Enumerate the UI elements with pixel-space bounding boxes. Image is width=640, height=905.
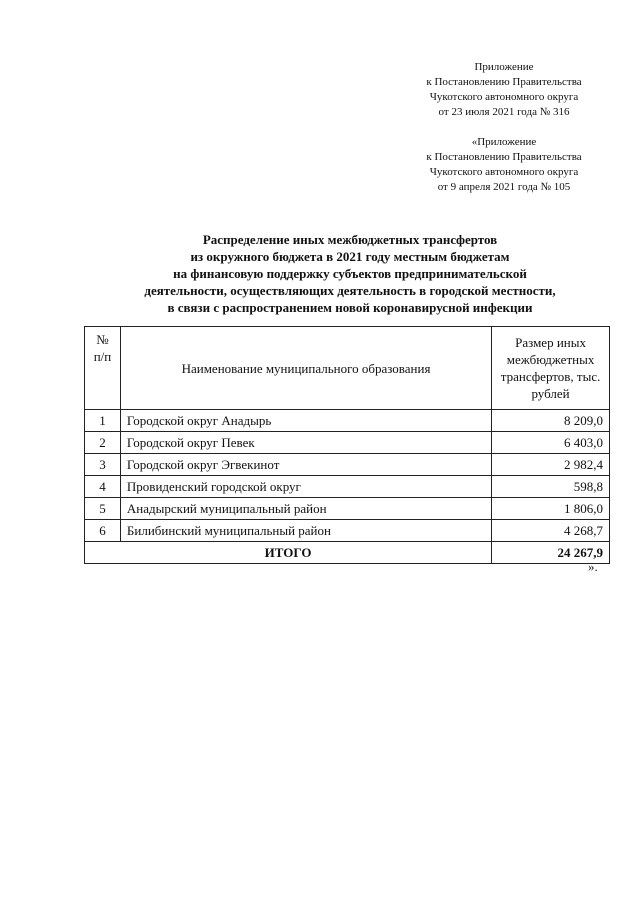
transfers-table (84, 326, 610, 564)
title-line: на финансовую поддержку субъектов предпринимательской (173, 266, 527, 281)
appendix-header-line: к Постановлению Правительства (426, 76, 582, 88)
table-row (85, 520, 610, 542)
original-appendix-header (386, 135, 622, 195)
header-municipality: Наименование муниципального образования (120, 327, 491, 410)
table-header-row (85, 327, 610, 410)
row-municipality: Анадырский муниципальный район (120, 498, 491, 520)
document-title (60, 231, 640, 316)
closing-quote-mark: ». (588, 559, 598, 574)
row-number: 5 (85, 498, 121, 520)
row-municipality: Провиденский городской округ (120, 476, 491, 498)
table-row (85, 498, 610, 520)
row-municipality: Городской округ Певек (120, 432, 491, 454)
original-header-line: Чукотского автономного округа (429, 166, 579, 178)
appendix-header (386, 60, 622, 120)
row-number: 4 (85, 476, 121, 498)
title-line: из окружного бюджета в 2021 году местным бюджетам (190, 249, 510, 264)
table-row (85, 476, 610, 498)
header-number-symbol: № (96, 332, 109, 347)
total-amount: 24 267,9 (492, 542, 610, 564)
row-municipality: Билибинский муниципальный район (120, 520, 491, 542)
original-header-line: от 9 апреля 2021 года № 105 (437, 181, 571, 193)
header-amount (492, 327, 610, 410)
total-label: ИТОГО (85, 542, 492, 564)
header-number (85, 327, 121, 410)
appendix-header-line: Чукотского автономного округа (429, 91, 579, 103)
row-amount: 598,8 (492, 476, 610, 498)
row-number: 3 (85, 454, 121, 476)
title-line: деятельности, осуществляющих деятельность в городской местности, (144, 283, 556, 298)
header-amount-line: Размер иных (515, 335, 586, 350)
table-total-row (85, 542, 610, 564)
row-amount: 2 982,4 (492, 454, 610, 476)
row-municipality: Городской округ Анадырь (120, 410, 491, 432)
table-row (85, 410, 610, 432)
header-amount-line: межбюджетных (506, 352, 595, 367)
row-amount: 8 209,0 (492, 410, 610, 432)
header-amount-line: рублей (531, 386, 570, 401)
title-line: в связи с распространением новой коронавирусной инфекции (167, 300, 533, 315)
table-row (85, 454, 610, 476)
original-header-line: «Приложение (471, 136, 537, 148)
header-amount-line: трансфертов, тыс. (500, 369, 601, 384)
row-amount: 4 268,7 (492, 520, 610, 542)
row-municipality: Городской округ Эгвекинот (120, 454, 491, 476)
original-header-line: к Постановлению Правительства (426, 151, 582, 163)
title-line: Распределение иных межбюджетных трансфертов (202, 232, 498, 247)
row-number: 2 (85, 432, 121, 454)
appendix-header-line: Приложение (474, 61, 534, 73)
header-number-label: п/п (93, 349, 112, 364)
table-row (85, 432, 610, 454)
row-number: 6 (85, 520, 121, 542)
row-amount: 6 403,0 (492, 432, 610, 454)
appendix-header-line: от 23 июля 2021 года № 316 (438, 106, 570, 118)
row-amount: 1 806,0 (492, 498, 610, 520)
row-number: 1 (85, 410, 121, 432)
